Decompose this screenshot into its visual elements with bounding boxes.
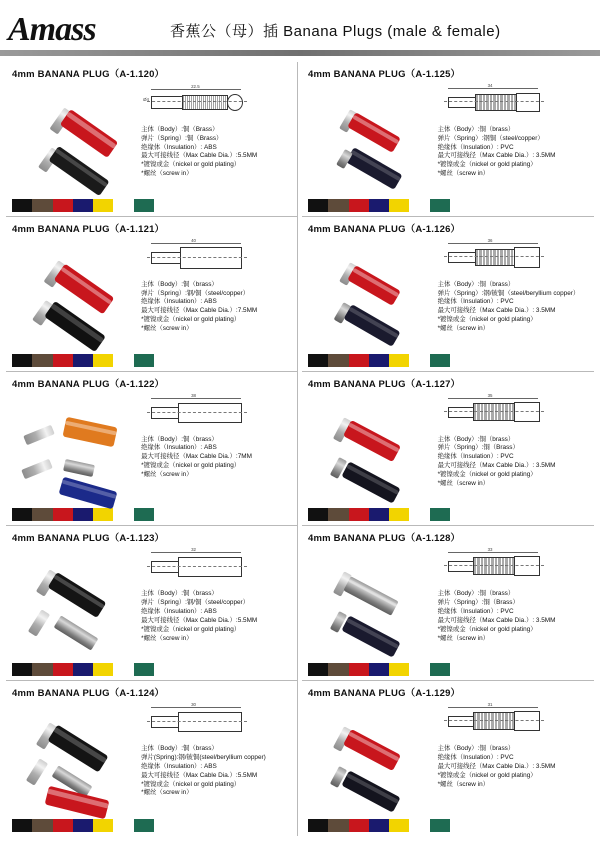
product-title: 4mm BANANA PLUG（A-1.121） bbox=[12, 223, 165, 235]
plug-sleeve-black bbox=[341, 461, 400, 503]
technical-drawing: 38 bbox=[143, 394, 291, 434]
product-title: 4mm BANANA PLUG（A-1.129） bbox=[308, 688, 461, 700]
product-title: 4mm BANANA PLUG（A-1.128） bbox=[308, 533, 461, 545]
color-swatches bbox=[308, 663, 450, 676]
product-cell bbox=[6, 526, 298, 681]
product-cell bbox=[302, 526, 594, 681]
plug-barrel bbox=[343, 577, 398, 616]
technical-drawing: 33 bbox=[440, 548, 588, 588]
technical-drawing: 31 bbox=[440, 703, 588, 743]
product-title: 4mm BANANA PLUG（A-1.126） bbox=[308, 223, 461, 235]
product-cell bbox=[6, 62, 298, 217]
plug-sleeve-black bbox=[346, 147, 403, 190]
technical-drawing: 35 bbox=[440, 394, 588, 434]
product-grid bbox=[6, 62, 594, 836]
color-swatches bbox=[12, 354, 154, 367]
plug-sleeve-black bbox=[48, 572, 107, 618]
plug-sleeve-red bbox=[347, 112, 401, 153]
color-swatches bbox=[12, 508, 154, 521]
technical-drawing: 40 bbox=[143, 239, 291, 279]
product-cell bbox=[302, 681, 594, 836]
plug-sleeve-black bbox=[344, 304, 401, 347]
plug-sleeve-red bbox=[347, 265, 401, 306]
product-title: 4mm BANANA PLUG（A-1.120） bbox=[12, 69, 165, 80]
plug-barrel bbox=[54, 616, 99, 651]
plug-sleeve-red bbox=[343, 729, 401, 771]
product-photo bbox=[8, 82, 139, 197]
product-photo bbox=[304, 701, 436, 817]
product-photo bbox=[304, 392, 436, 507]
product-title: 4mm BANANA PLUG（A-1.125） bbox=[308, 69, 461, 80]
plug-sleeve-black bbox=[341, 771, 400, 813]
plug-sleeve-blue bbox=[59, 476, 118, 509]
plug-sleeve-red bbox=[343, 420, 401, 462]
color-swatches bbox=[12, 663, 154, 676]
plug-sleeve-black bbox=[48, 725, 109, 773]
color-swatches bbox=[308, 354, 450, 367]
product-title: 4mm BANANA PLUG（A-1.127） bbox=[308, 378, 461, 390]
color-swatches bbox=[12, 199, 154, 212]
technical-drawing: 32 bbox=[143, 548, 291, 588]
spec-list: 主体（Body）:铜（brass） 绝缘体（Insulation）: ABS 最大可接线径（Max Cable Dia.）:7MM *镀镍或金（nickel or gold plating） *螺丝（screw in） bbox=[141, 435, 252, 478]
brand-logo bbox=[0, 13, 158, 47]
product-cell bbox=[6, 372, 298, 527]
plug-barrel bbox=[63, 459, 95, 477]
brand-logo-text: Amass bbox=[8, 11, 96, 48]
product-photo bbox=[8, 237, 139, 352]
plug-pin bbox=[21, 458, 53, 479]
technical-drawing: 30 bbox=[143, 703, 291, 743]
page-title: 香蕉公（母）插 Banana Plugs (male & female) bbox=[170, 22, 501, 40]
spec-list: 主体（Body）:铜（brass） 弹片（Spring）:钢/铜（steel/copper） 绝缘体（Insulation）: ABS 最大可接线径（Max Cable Dia.）:7.5MM *镀镍或金（nickel or gold plating） *螺丝（screw in） bbox=[141, 280, 258, 332]
plug-pin bbox=[26, 759, 48, 786]
spec-list: 主体（Body）:铜（brass） 弹片（Spring）:钢/铜（steel/copper） 绝缘体（Insulation）: ABS 最大可接线径（Max Cable Dia.）:5.5MM *镀镍或金（nickel or gold plating） *螺丝（screw in） bbox=[141, 590, 258, 642]
color-swatches bbox=[308, 508, 450, 521]
page-header bbox=[0, 0, 600, 56]
plug-sleeve-orange bbox=[62, 416, 117, 446]
technical-drawing: 34 bbox=[440, 84, 588, 124]
product-cell bbox=[6, 217, 298, 372]
product-photo bbox=[8, 392, 139, 507]
spec-list: 主体（Body）:铜（brass） 弹片(Spring):钢/铍铜(steel/beryllium copper) 绝缘体（Insulation）: ABS 最大可接线径（Max Cable Dia.）:5.5MM *镀镍或金（nickel or gold plating） *螺丝（screw in） bbox=[141, 745, 266, 797]
product-cell bbox=[302, 217, 594, 372]
color-swatches bbox=[308, 819, 450, 832]
product-photo bbox=[8, 546, 139, 661]
product-cell bbox=[6, 681, 298, 836]
plug-sleeve-black bbox=[341, 616, 400, 658]
spec-list: 主体（Body）:铜（brass） 弹片（Spring）:铜（Brass） 绝缘体（Insulation）: PVC 最大可接线径（Max Cable Dia.）: 3.5MM *镀镍或金（nickel or gold plating） *螺丝（screw in） bbox=[437, 435, 556, 487]
plug-sleeve-red bbox=[60, 109, 118, 158]
plug-pin bbox=[28, 610, 50, 637]
product-cell bbox=[302, 372, 594, 527]
technical-drawing: 22.5 Ø4 bbox=[143, 84, 291, 124]
color-swatches bbox=[12, 819, 154, 832]
spec-list: 主体（Body）:铜（brass） 绝缘体（Insulation）: PVC 最大可接线径（Max Cable Dia.）: 3.5MM *镀镍或金（nickel or gold plating） *螺丝（screw in） bbox=[437, 745, 556, 788]
spec-list: 主体（Body）:铜（brass） 弹片（Spring）:钢/铍铜（steel/beryllium copper） 绝缘体（Insulation）: PVC 最大可接线径（Max Cable Dia.）: 3.5MM *镀镍或金（nickel or gold plating） *螺丝（screw in） bbox=[437, 280, 580, 332]
product-title: 4mm BANANA PLUG（A-1.124） bbox=[12, 688, 165, 700]
technical-drawing: 36 bbox=[440, 239, 588, 279]
spec-list: 主体（Body）:铜（Brass） 弹片（Spring）:铜（Brass） 绝缘体（Insulation）: ABS 最大可接线径（Max Cable Dia.）:5.5MM *镀镍或金（nickel or gold plating） *螺丝（screw in） bbox=[141, 126, 258, 178]
product-title: 4mm BANANA PLUG（A-1.123） bbox=[12, 533, 165, 545]
plug-pin bbox=[23, 424, 55, 445]
spec-list: 主体（Body）:铜（brass） 弹片（Spring）:钢铜（steel/copper） 绝缘体（Insulation）: PVC 最大可接线径（Max Cable Dia.）: 3.5MM *镀镍或金（nickel or gold plating） *螺丝（screw in） bbox=[437, 126, 556, 178]
product-cell bbox=[302, 62, 594, 217]
product-photo bbox=[304, 237, 436, 352]
product-photo bbox=[8, 701, 139, 817]
spec-list: 主体（Body）:铜（brass） 弹片（Spring）:铜（Brass） 绝缘体（Insulation）: PVC 最大可接线径（Max Cable Dia.）: 3.5MM *镀镍或金（nickel or gold plating） *螺丝（screw in） bbox=[437, 590, 556, 642]
product-photo bbox=[304, 546, 436, 661]
color-swatches bbox=[308, 199, 450, 212]
product-title: 4mm BANANA PLUG（A-1.122） bbox=[12, 378, 165, 390]
header-divider bbox=[0, 50, 600, 56]
product-photo bbox=[304, 82, 436, 197]
